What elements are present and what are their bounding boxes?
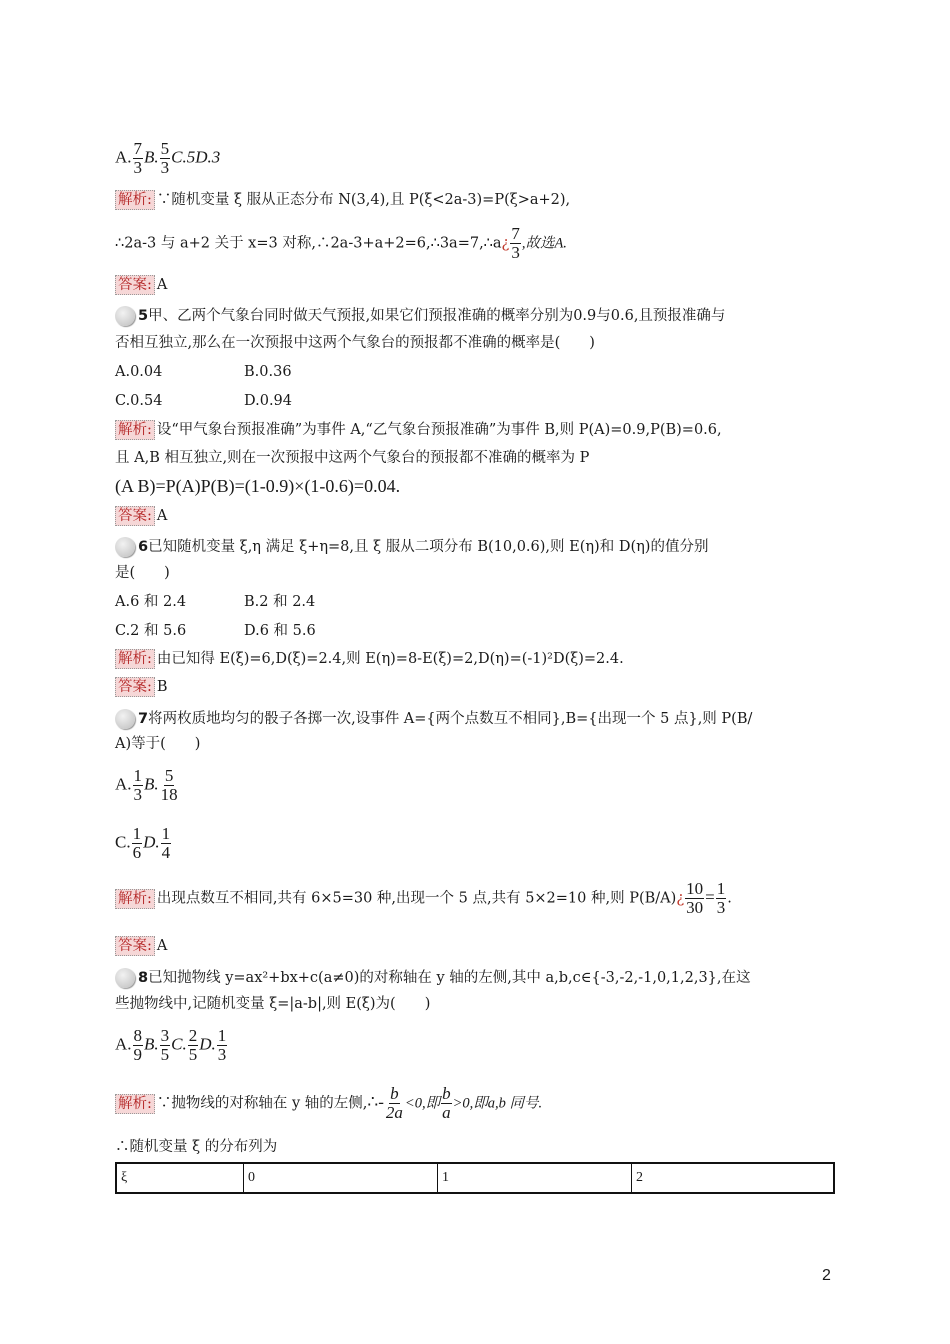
q8-stem-line1 [115, 968, 751, 988]
q6-stem-line2: 是( ) [115, 565, 170, 581]
q7-analysis-text: 出现点数互不相同,共有 6×5=30 种,出现一个 5 点,共有 5×2=10 种,则 P(B/A) [156, 890, 677, 907]
table-row [116, 1163, 834, 1193]
q5-opt-b: B.0.36 [244, 364, 292, 380]
distribution-table [115, 1162, 835, 1194]
analysis-tag: 解析: [115, 649, 155, 669]
analysis-tag: 解析: [115, 889, 155, 909]
q5-text: 甲、乙两个气象台同时做天气预报,如果它们预报准确的概率分别为0.9与0.6,且预报准确与 [148, 308, 726, 324]
q5-stem-line1 [115, 306, 725, 326]
q4-analysis-frac: $\frac{7}{3}$ [511, 224, 520, 262]
q7-number: 7 [138, 711, 149, 727]
q4-answer [115, 275, 167, 295]
analysis-tag: 解析: [115, 420, 155, 440]
table-cell: ξ [116, 1163, 244, 1193]
q6-opt-c: C.2 和 5.6 [115, 623, 187, 639]
q8-opt-c-label: C. [171, 1034, 187, 1054]
q7-opt-d-frac: $\frac{1}{4}$ [161, 824, 171, 862]
q8-options [115, 1027, 228, 1064]
q6-analysis-text: 由已知得 E(ξ)=6,D(ξ)=2.4,则 E(η)=8-E(ξ)=2,D(η)=(-1)²D(ξ)=2.4. [156, 651, 624, 667]
answer-tag: 答案: [115, 275, 155, 295]
q4-answer-value: A [156, 277, 168, 293]
q7-opt-a-frac: $\frac{1}{3}$ [133, 766, 143, 804]
q7-options-cd [115, 825, 172, 862]
answer-tag: 答案: [115, 677, 155, 697]
q7-stem-line2: A)等于( ) [115, 736, 201, 752]
q5-text2: 否相互独立,那么在一次预报中这两个气象台的预报都不准确的概率是( ) [115, 335, 595, 351]
q5-answer-value: A [156, 508, 168, 524]
q5-analysis-line1 [115, 420, 722, 440]
q5-answer [115, 506, 167, 526]
table-cell: 0 [244, 1163, 438, 1193]
q8-analysis-end: >0,即a,b 同号. [452, 1095, 543, 1112]
question-marker-icon [115, 537, 135, 557]
q6-text: 已知随机变量 ξ,η 满足 ξ+η=8,且 ξ 服从二项分布 B(10,0.6),则 E(η)和 D(η)的值分别 [148, 539, 709, 555]
q4-glyph: ¿ [501, 235, 510, 252]
answer-tag: 答案: [115, 506, 155, 526]
analysis-tag: 解析: [115, 1094, 155, 1114]
q4-analysis-line2 [115, 225, 567, 262]
q4-opt-a-label: A. [115, 147, 132, 167]
q8-text: 已知抛物线 y=ax²+bx+c(a≠0)的对称轴在 y 轴的左侧,其中 a,b,c∈{-3,-2,-1,0,1,2,3},在这 [148, 970, 751, 986]
q6-number: 6 [138, 539, 149, 555]
table-cell: 2 [632, 1163, 835, 1193]
q6-opt-a: A.6 和 2.4 [115, 594, 187, 610]
q8-opt-d-frac: $\frac{1}{3}$ [217, 1026, 227, 1064]
q8-therefore: ∴- [367, 1092, 384, 1112]
q8-opt-d-label: D. [199, 1034, 216, 1054]
q8-stem-line2: 些抛物线中,记随机变量 ξ=|a-b|,则 E(ξ)为( ) [115, 996, 431, 1012]
question-marker-icon [115, 306, 135, 326]
q8-dist-title: ∴随机变量 ξ 的分布列为 [115, 1139, 278, 1155]
q7-analysis-frac2: $\frac{1}{3}$ [716, 879, 726, 917]
q8-opt-b-frac: $\frac{3}{5}$ [160, 1026, 170, 1064]
q6-stem-line1 [115, 537, 708, 557]
q7-opt-b-label: B. [144, 774, 159, 794]
q4-analysis-text: ∵随机变量 ξ 服从正态分布 N(3,4),且 P(ξ<2a-3)=P(ξ>a+2), [156, 192, 571, 208]
q7-opt-c-label: C. [115, 832, 131, 852]
question-marker-icon [115, 709, 135, 729]
q8-number: 8 [138, 970, 149, 986]
q6-answer [115, 677, 168, 697]
q7-opt-a-label: A. [115, 774, 132, 794]
q7-options-ab [115, 767, 180, 804]
q7-analysis-end: . [727, 890, 732, 907]
question-marker-icon [115, 968, 135, 988]
q7-answer-value: A [156, 938, 168, 954]
q7-analysis [115, 880, 732, 917]
q7-glyph: ¿ [676, 890, 685, 907]
q8-opt-a-label: A. [115, 1034, 132, 1054]
q5-stem-line2 [115, 333, 595, 353]
q5-opt-c: C.0.54 [115, 393, 163, 409]
q8-opt-c-frac: $\frac{2}{5}$ [188, 1026, 198, 1064]
q7-eq: = [705, 887, 715, 907]
q8-analysis-frac1: $\frac{b}{2a}$ [385, 1084, 403, 1122]
q5-analysis-text: 设“甲气象台预报准确”为事件 A,“乙气象台预报准确”为事件 B,则 P(A)=0.9,P(B)=0.6, [156, 422, 722, 438]
q8-analysis [115, 1085, 542, 1122]
q7-opt-b-frac: $\frac{5}{18}$ [160, 766, 178, 804]
q8-analysis-mid: <0,即 [404, 1095, 441, 1112]
q6-answer-value: B [156, 679, 168, 695]
q7-text: 将两枚质地均匀的骰子各掷一次,设事件 A={两个点数互不相同},B={出现一个 5 点},则 P(B/ [148, 711, 753, 727]
q6-opt-b: B.2 和 2.4 [244, 594, 316, 610]
table-cell: 1 [438, 1163, 632, 1193]
q6-opt-d: D.6 和 5.6 [244, 623, 316, 639]
q4-analysis-line1 [115, 190, 570, 210]
q8-opt-a-frac: $\frac{8}{9}$ [133, 1026, 143, 1064]
q5-opt-d: D.0.94 [244, 393, 293, 409]
q4-options [115, 140, 220, 177]
q8-analysis-text: ∵抛物线的对称轴在 y 轴的左侧, [156, 1095, 368, 1112]
q7-analysis-frac1: $\frac{10}{30}$ [686, 879, 704, 917]
answer-tag: 答案: [115, 936, 155, 956]
q7-answer [115, 936, 167, 956]
q4-opt-a-frac: $\frac{7}{3}$ [133, 139, 143, 177]
q7-opt-c-frac: $\frac{1}{6}$ [132, 824, 142, 862]
q7-opt-d-label: D. [143, 832, 160, 852]
q4-opt-b-label: B. [144, 147, 159, 167]
q4-opt-c: C.5 [171, 147, 196, 167]
q5-opt-a: A.0.04 [115, 364, 163, 380]
page-number: 2 [822, 1267, 831, 1284]
q4-opt-d: D.3 [195, 147, 221, 167]
q5-analysis-line3: (A B)=P(A)P(B)=(1-0.9)×(1-0.6)=0.04. [115, 476, 401, 496]
q4-analysis-text2: ∴2a-3 与 a+2 关于 x=3 对称,∴2a-3+a+2=6,∴3a=7,∴a [115, 235, 502, 252]
q4-analysis-end: ,故选A. [521, 235, 567, 252]
q8-analysis-frac2: $\frac{b}{a}$ [442, 1084, 451, 1122]
analysis-tag: 解析: [115, 190, 155, 210]
q8-opt-b-label: B. [144, 1034, 159, 1054]
q6-analysis [115, 649, 624, 669]
q4-opt-b-frac: $\frac{5}{3}$ [160, 139, 170, 177]
q5-analysis-line2: 且 A,B 相互独立,则在一次预报中这两个气象台的预报都不准确的概率为 P [115, 450, 590, 466]
q7-stem-line1 [115, 709, 752, 729]
q5-number: 5 [138, 308, 149, 324]
